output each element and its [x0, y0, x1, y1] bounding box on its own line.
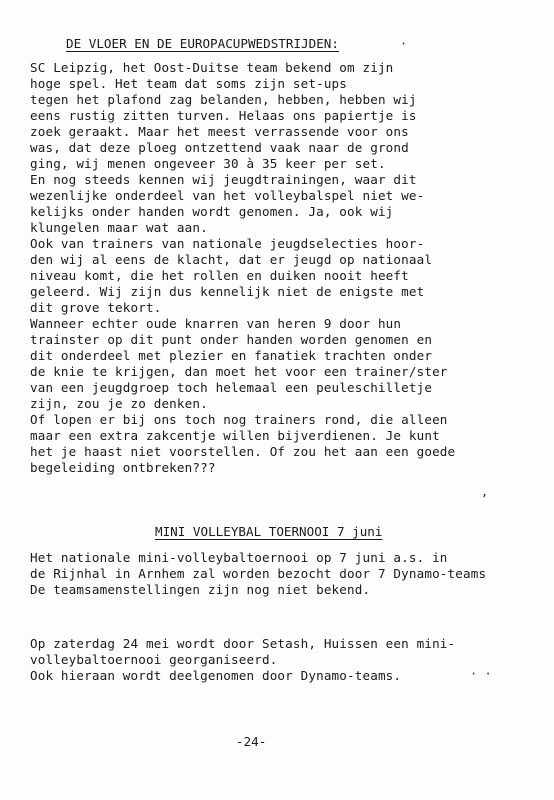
text-line: begeleiding ontbreken??? [30, 460, 216, 475]
page-speck: · · [470, 667, 492, 681]
text-line: maar een extra zakcentje willen bijverdienen. Je kunt [30, 428, 440, 443]
text-line: SC Leipzig, het Oost-Duitse team bekend om zijn [30, 60, 394, 75]
text-line: volleybaltoernooi georganiseerd. [30, 652, 278, 667]
page-speck: · [400, 37, 408, 51]
text-line: kelijks onder handen wordt genomen. Ja, ook wij [30, 204, 394, 219]
text-line: wezenlijke onderdeel van het volleybalspel niet we- [30, 188, 425, 203]
text-line: zijn, zou je zo denken. [30, 396, 208, 411]
section-heading-vloer: DE VLOER EN DE EUROPACUPWEDSTRIJDEN: [66, 36, 339, 51]
text-line: trainster op dit punt onder handen worden genomen en [30, 332, 433, 347]
text-line: eens rustig zitten turven. Helaas ons papiertje is [30, 108, 417, 123]
text-line: En nog steeds kennen wij jeugdtrainingen, waar dit [30, 172, 417, 187]
text-line: De teamsamenstellingen zijn nog niet bekend. [30, 582, 371, 597]
text-line: Op zaterdag 24 mei wordt door Setash, Huissen een mini- [30, 636, 456, 651]
text-line: klungelen maar wat aan. [30, 220, 208, 235]
text-line: was, dat deze ploeg ontzettend vaak naar de grond [30, 140, 409, 155]
text-line: Het nationale mini-volleybaltoernooi op 7 juni a.s. in [30, 550, 448, 565]
text-line: ging, wij menen ongeveer 30 à 35 keer per set. [30, 156, 386, 171]
text-line: van een jeugdgroep toch helemaal een peuleschilletje [30, 380, 433, 395]
text-line: den wij al eens de klacht, dat er jeugd op nationaal [30, 252, 433, 267]
page-number: -24- [236, 734, 267, 749]
text-line: de Rijnhal in Arnhem zal worden bezocht door 7 Dynamo-teams [30, 566, 487, 581]
text-line: Wanneer echter oude knarren van heren 9 door hun [30, 316, 402, 331]
text-line: Of lopen er bij ons toch nog trainers rond, die alleen [30, 412, 448, 427]
text-line: dit onderdeel met plezier en fanatiek trachten onder [30, 348, 433, 363]
text-line: Ook van trainers van nationale jeugdselecties hoor- [30, 236, 425, 251]
text-line: zoek geraakt. Maar het meest verrassende voor ons [30, 124, 409, 139]
text-line: niveau komt, die het rollen en duiken nooit heeft [30, 268, 409, 283]
text-line: het je haast niet voorstellen. Of zou het aan een goede [30, 444, 456, 459]
text-line: hoge spel. Het team dat soms zijn set-ups [30, 76, 348, 91]
text-line: geleerd. Wij zijn dus kennelijk niet de enigste met [30, 284, 425, 299]
text-line: dit grove tekort. [30, 300, 162, 315]
section-heading-mini-volleybal: MINI VOLLEYBAL TOERNOOI 7 juni [155, 524, 383, 539]
text-line: tegen het plafond zag belanden, hebben, hebben wij [30, 92, 417, 107]
text-line: de knie te krijgen, dan moet het voor een trainer/ster [30, 364, 448, 379]
page-speck: , [481, 485, 489, 499]
text-line: Ook hieraan wordt deelgenomen door Dynamo-teams. [30, 668, 402, 683]
